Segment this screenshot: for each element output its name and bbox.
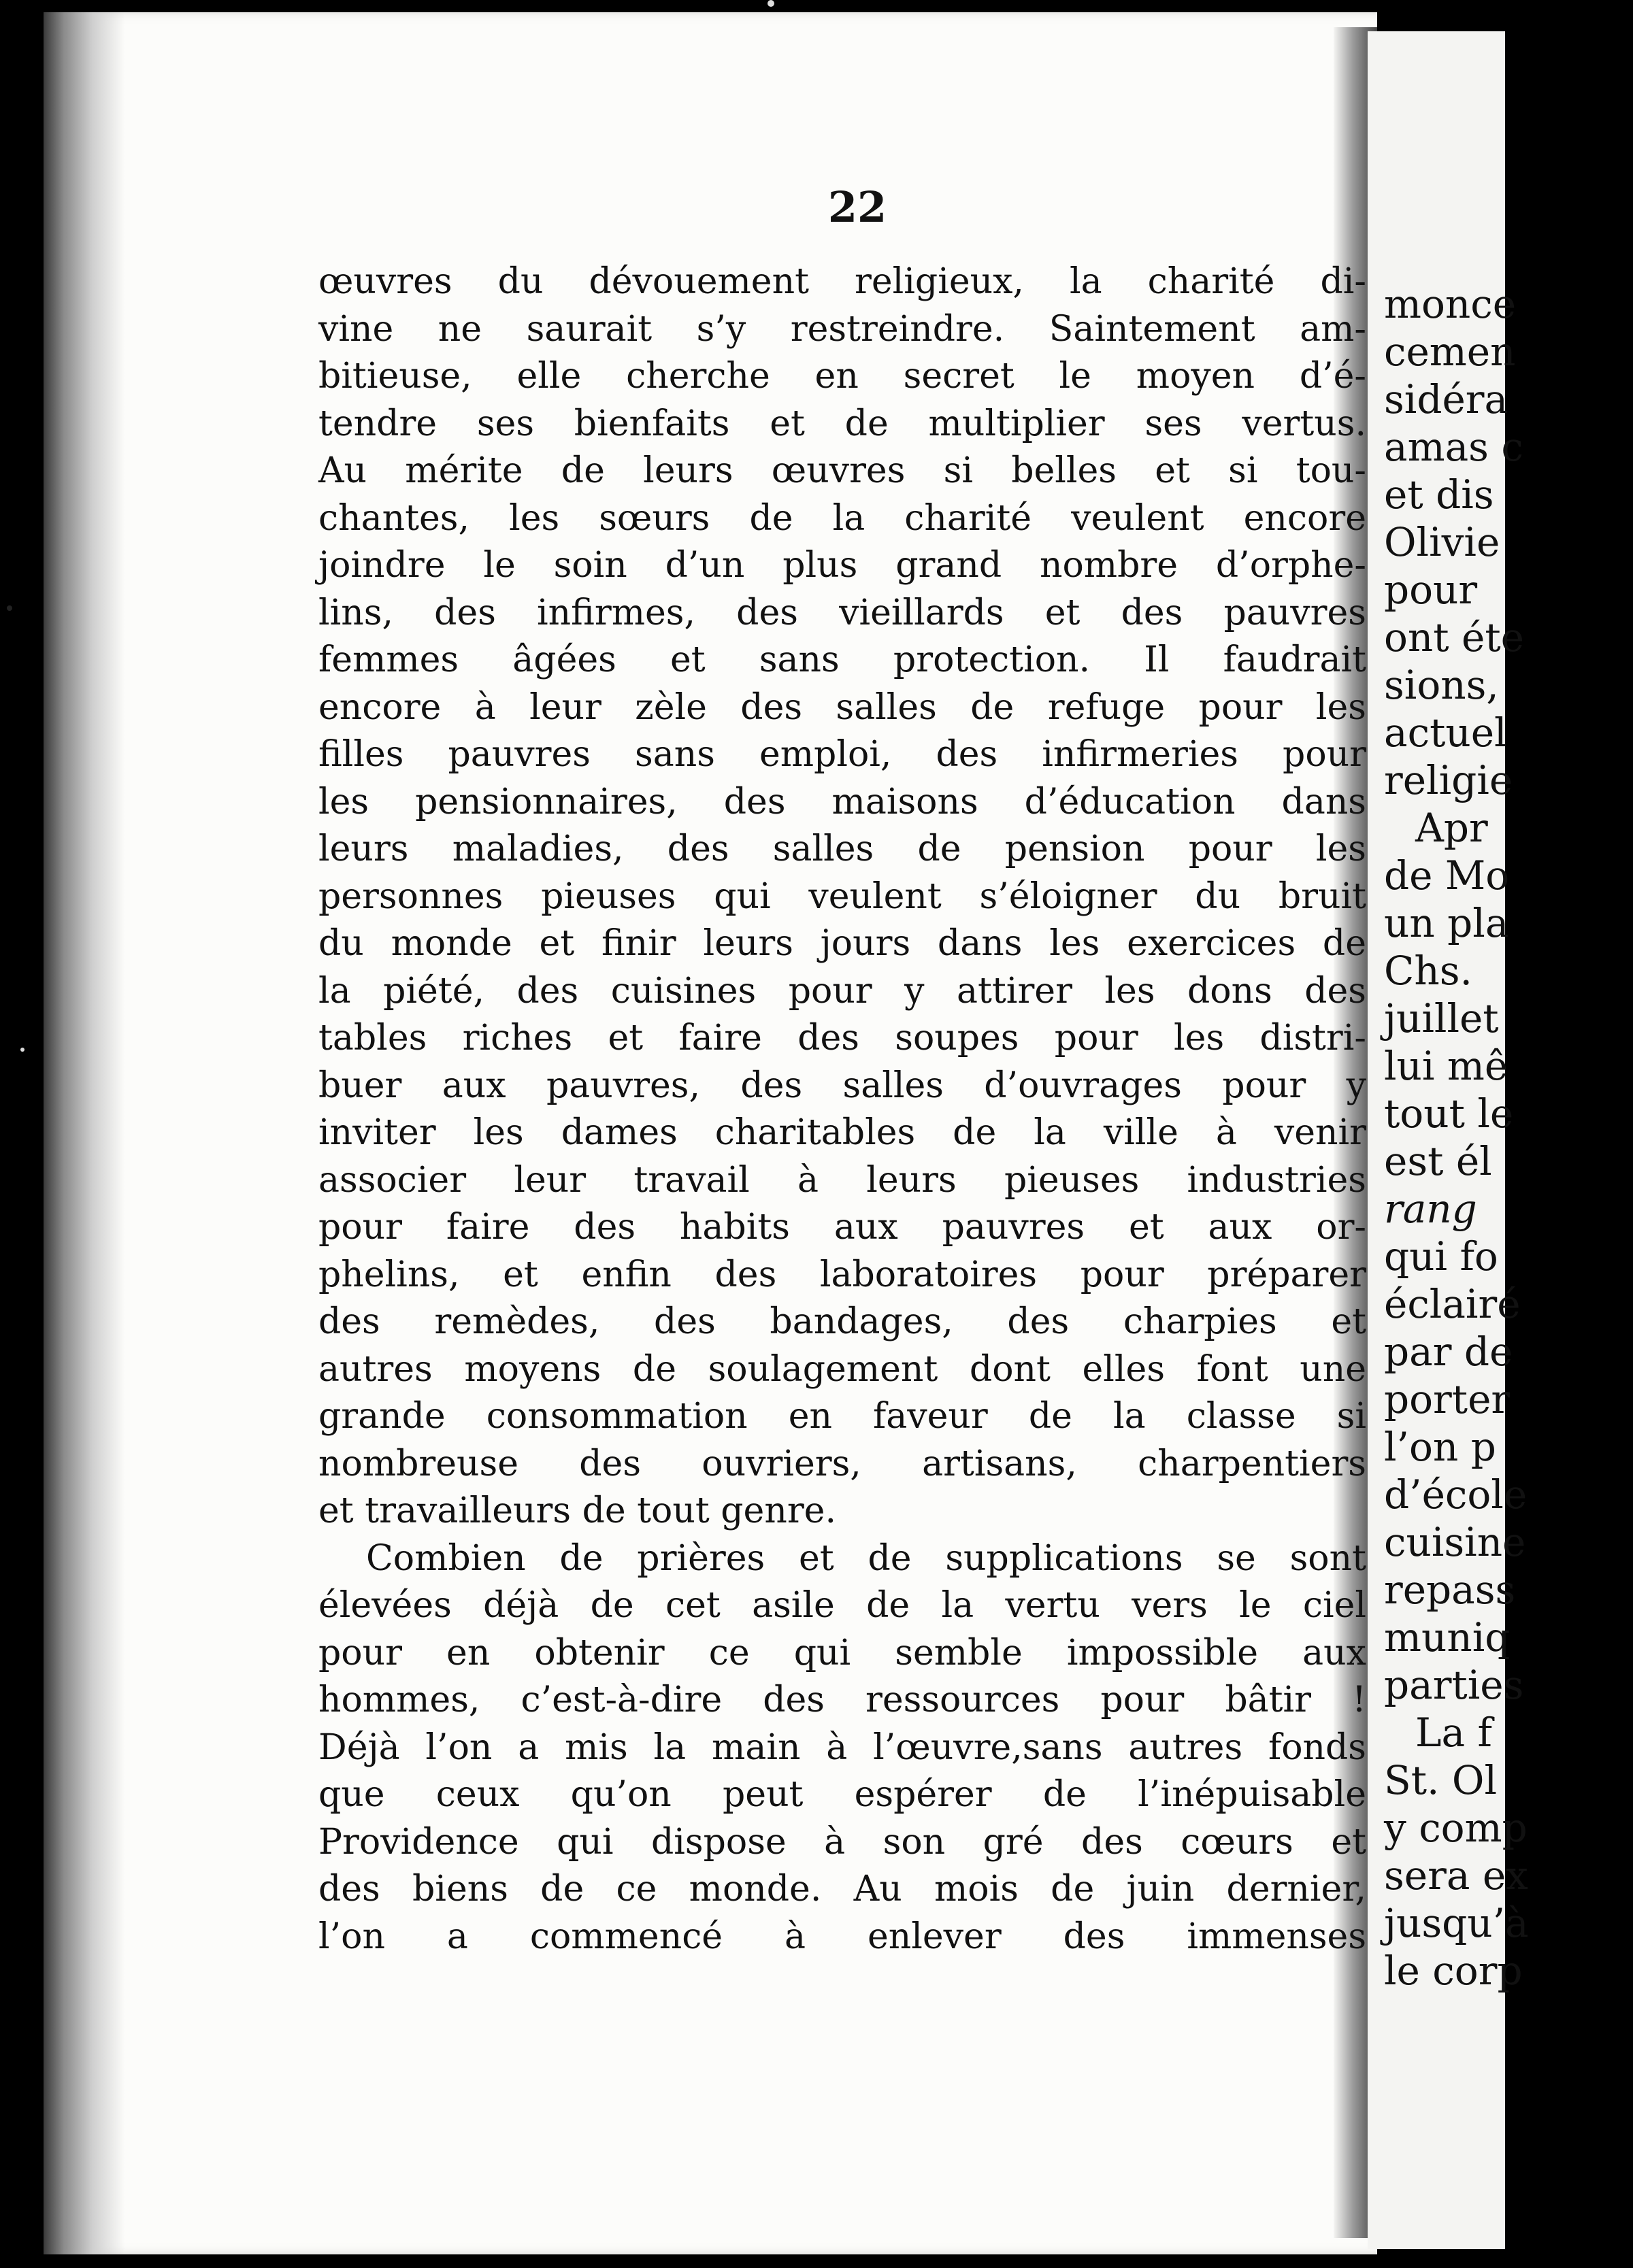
facing-line: d’école <box>1384 1471 1528 1518</box>
facing-line: éclairé <box>1384 1281 1521 1327</box>
facing-line: lui mê <box>1384 1043 1508 1089</box>
text-line: associer leur travail à leurs pieuses industries <box>318 1159 1366 1201</box>
text-line: joindre le soin d’un plus grand nombre d’orphe- <box>318 545 1366 586</box>
facing-line: Chs. <box>1384 948 1472 994</box>
text-line: vine ne saurait s’y restreindre. Saintement am- <box>318 308 1366 350</box>
facing-line: cemen <box>1384 329 1516 375</box>
text-line: tendre ses bienfaits et de multiplier ses vertus. <box>318 403 1366 444</box>
facing-line: St. Ol <box>1384 1757 1498 1803</box>
text-line: grande consommation en faveur de la classe si <box>318 1396 1366 1437</box>
facing-line: muniq <box>1384 1614 1511 1661</box>
text-line: encore à leur zèle des salles de refuge pour les <box>318 686 1366 728</box>
text-line: personnes pieuses qui veulent s’éloigner du bruit <box>318 875 1366 917</box>
facing-line: un pla <box>1384 900 1509 946</box>
facing-line: porter <box>1384 1376 1511 1422</box>
scan-speck <box>7 605 12 611</box>
text-line: Au mérite de leurs œuvres si belles et si tou- <box>318 450 1366 491</box>
facing-line: par de <box>1384 1329 1513 1375</box>
facing-line: religie <box>1384 757 1513 803</box>
facing-line: tout le <box>1384 1090 1514 1137</box>
body-text <box>318 259 1366 1961</box>
text-line: filles pauvres sans emploi, des infirmeries pour <box>318 734 1366 775</box>
text-line: bitieuse, elle cherche en secret le moyen d’é- <box>318 356 1366 397</box>
facing-line: de Mo <box>1384 852 1510 899</box>
facing-line: est él <box>1384 1138 1492 1184</box>
text-line: leurs maladies, des salles de pension pour les <box>318 829 1366 869</box>
text-line: Providence qui dispose à son gré des cœurs et <box>318 1821 1366 1863</box>
facing-line: Apr <box>1415 805 1488 851</box>
facing-line: actuel <box>1384 710 1507 756</box>
text-line: les pensionnaires, des maisons d’éducation dans <box>318 781 1366 822</box>
facing-line: pour <box>1384 567 1478 613</box>
facing-line: l’on p <box>1384 1424 1496 1470</box>
facing-line: repass <box>1384 1567 1516 1613</box>
text-line: l’on a commencé à enlever des immenses <box>318 1916 1366 1957</box>
text-line: buer aux pauvres, des salles d’ouvrages pour y <box>318 1065 1366 1106</box>
text-line: Combien de prières et de supplications se sont <box>366 1537 1366 1579</box>
text-line: et travailleurs de tout genre. <box>318 1490 836 1531</box>
text-line: pour en obtenir ce qui semble impossible aux <box>318 1632 1366 1673</box>
facing-line: juillet <box>1384 995 1499 1041</box>
scan-speck <box>768 0 774 7</box>
text-line: nombreuse des ouvriers, artisans, charpentiers <box>318 1443 1366 1484</box>
text-line: lins, des infirmes, des vieillards et des pauvres <box>318 592 1366 633</box>
text-line: tables riches et faire des soupes pour les distri- <box>318 1018 1366 1058</box>
text-line: des remèdes, des bandages, des charpies et <box>318 1301 1366 1342</box>
facing-line: le corp <box>1384 1948 1523 1994</box>
facing-line: jusqu’à <box>1384 1900 1529 1946</box>
facing-line: rang <box>1384 1186 1477 1232</box>
facing-line: La f <box>1415 1710 1492 1756</box>
text-line: que ceux qu’on peut espérer de l’inépuisable <box>318 1774 1366 1815</box>
facing-line: qui fo <box>1384 1233 1498 1280</box>
page-number: 22 <box>827 182 887 232</box>
facing-line: et dis <box>1384 471 1494 518</box>
facing-line: cuisine <box>1384 1519 1526 1565</box>
facing-line: Olivie <box>1384 519 1500 565</box>
facing-line: y comp <box>1384 1805 1528 1851</box>
text-line: autres moyens de soulagement dont elles font une <box>318 1348 1366 1390</box>
scan-speck <box>20 1048 24 1052</box>
facing-line: amas c <box>1384 424 1523 470</box>
facing-line: sidéra <box>1384 376 1508 422</box>
text-line: hommes, c’est-à-dire des ressources pour bâtir ! <box>318 1680 1366 1720</box>
text-line: œuvres du dévouement religieux, la charité di- <box>318 261 1366 302</box>
text-line: phelins, et enfin des laboratoires pour préparer <box>318 1254 1366 1295</box>
text-line: la piété, des cuisines pour y attirer les dons des <box>318 970 1366 1012</box>
facing-line: parties <box>1384 1662 1524 1708</box>
text-line: Déjà l’on a mis la main à l’œuvre,sans autres fonds <box>318 1727 1366 1768</box>
text-line: femmes âgées et sans protection. Il faudrait <box>318 639 1366 680</box>
text-line: du monde et finir leurs jours dans les exercices de <box>318 923 1366 964</box>
text-line: élevées déjà de cet asile de la vertu vers le ciel <box>318 1585 1366 1626</box>
page-left-edge-shadow <box>44 12 125 2254</box>
text-line: des biens de ce monde. Au mois de juin dernier, <box>318 1869 1366 1910</box>
text-line: inviter les dames charitables de la ville à venir <box>318 1112 1366 1153</box>
facing-line: ont éte <box>1384 614 1524 661</box>
facing-line: monce <box>1384 281 1517 327</box>
text-line: chantes, les sœurs de la charité veulent encore <box>318 497 1366 539</box>
text-line: pour faire des habits aux pauvres et aux or- <box>318 1207 1366 1248</box>
facing-page-fragment <box>1368 31 1529 2249</box>
facing-line: sions, <box>1384 662 1499 708</box>
facing-line: sera ex <box>1384 1852 1528 1899</box>
